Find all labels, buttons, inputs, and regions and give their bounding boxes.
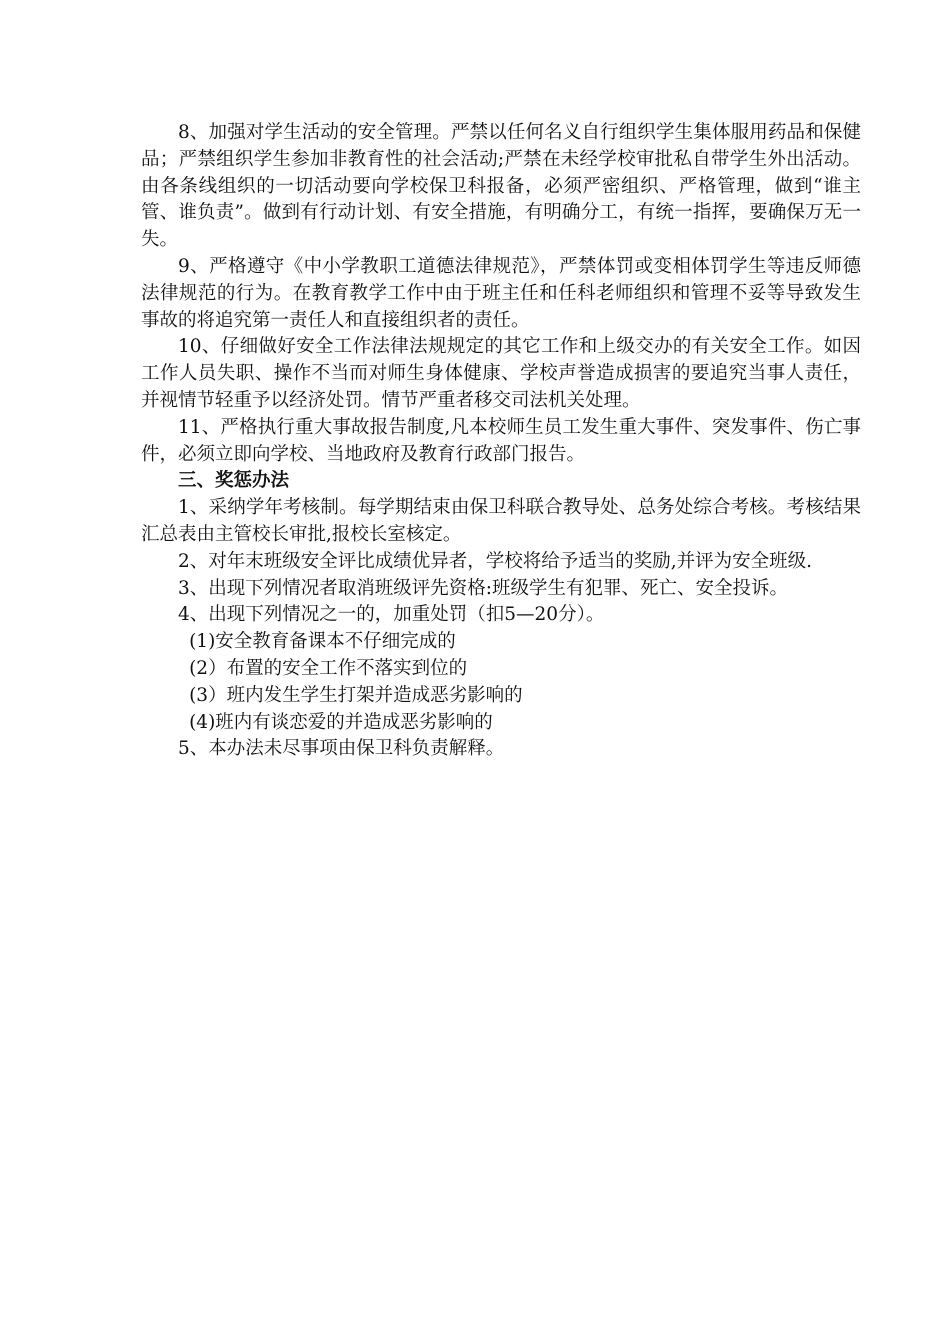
paragraph-8: 8、加强对学生活动的安全管理。严禁以任何名义自行组织学生集体服用药品和保健品；严禁组织学生参加非教育性的社会活动;严禁在未经学校审批私自带学生外出活动。由各条线组织的一切活动要向学校保卫科报备，必须严密组织、严格管理，做到“谁主管、谁负责”。做到有行动计划、有安全措施，有明确分工，有统一指挥，要确保万无一失。	[141, 122, 861, 251]
paragraph-11: 11、严格执行重大事故报告制度,凡本校师生员工发生重大事件、突发事件、伤亡事件，必须立即向学校、当地政府及教育行政部门报告。	[141, 416, 861, 465]
document-body	[141, 120, 861, 763]
reward-paragraph-2: 2、对年末班级安全评比成绩优异者，学校将给予适当的奖励,并评为安全班级.	[178, 550, 813, 572]
penalty-item-4: (4)班内有谈恋爱的并造成恶劣影响的	[189, 711, 493, 733]
reward-paragraph-3: 3、出现下列情况者取消班级评先资格:班级学生有犯罪、死亡、安全投诉。	[178, 577, 789, 599]
closing-paragraph: 5、本办法未尽事项由保卫科负责解释。	[178, 738, 505, 760]
reward-paragraph-4: 4、出现下列情况之一的，加重处罚（扣5—20分）。	[178, 604, 605, 626]
section-heading: 三、奖惩办法	[178, 470, 290, 492]
paragraph-10: 10、仔细做好安全工作法律法规规定的其它工作和上级交办的有关安全工作。如因工作人员失职、操作不当而对师生身体健康、学校声誉造成损害的要追究当事人责任，并视情节轻重予以经济处罚。情节严重者移交司法机关处理。	[141, 336, 861, 411]
reward-paragraph-1: 1、采纳学年考核制。每学期结束由保卫科联合教导处、总务处综合考核。考核结果汇总表由主管校长审批,报校长室核定。	[141, 497, 861, 545]
penalty-item-1: (1)安全教育备课本不仔细完成的	[189, 631, 456, 653]
paragraph-9: 9、严格遵守《中小学教职工道德法律规范》，严禁体罚或变相体罚学生等违反师德法律规范的行为。在教育教学工作中由于班主任和任科老师组织和管理不妥等导致发生事故的将追究第一责任人和直接组织者的责任。	[141, 255, 861, 331]
penalty-item-3: (3）班内发生学生打架并造成恶劣影响的	[189, 684, 523, 706]
penalty-item-2: (2）布置的安全工作不落实到位的	[189, 657, 468, 679]
